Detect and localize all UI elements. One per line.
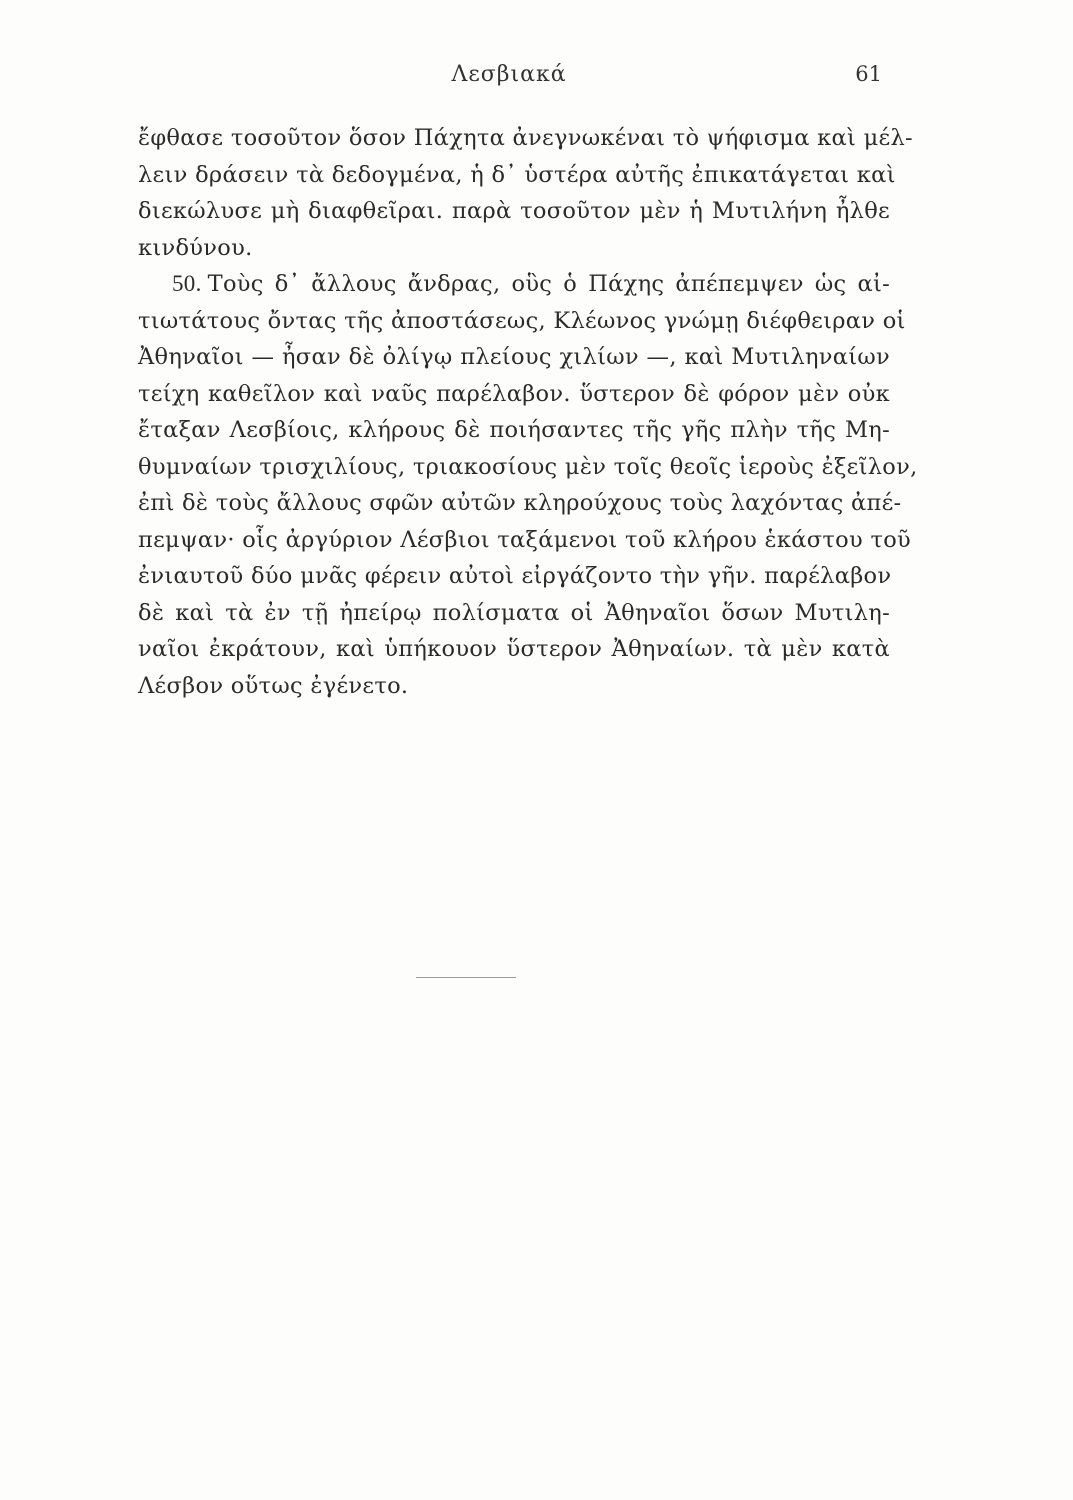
section-divider — [416, 977, 516, 978]
text-line: τιωτάτους ὄντας τῆς ἀποστάσεως, Κλέωνος γνώμῃ διέφθειραν οἱ — [138, 307, 906, 334]
page-number: 61 — [855, 62, 882, 86]
running-title: Λεσβιακά — [451, 62, 567, 87]
section-number: 50. — [172, 271, 202, 296]
text-line: ναῖοι ἐκράτουν, καὶ ὑπήκουον ὕστερον Ἀθηναίων. τὰ μὲν κατὰ — [138, 636, 890, 662]
text-line: Λέσβον οὕτως ἐγένετο. — [138, 672, 409, 699]
text-line: ἐπὶ δὲ τοὺς ἄλλους σφῶν αὐτῶν κληρούχους τοὺς λαχόντας ἀπέ- — [138, 490, 902, 516]
text-line-content: Τοὺς δ᾽ ἄλλους ἄνδρας, οὓς ὁ Πάχης ἀπέπεμψεν ὡς αἰ- — [207, 271, 890, 297]
text-line: ἔταξαν Λεσβίοις, κλήρους δὲ ποιήσαντες τῆς γῆς πλὴν τῆς Μη- — [138, 417, 890, 443]
text-line: δὲ καὶ τὰ ἐν τῇ ἠπείρῳ πολίσματα οἱ Ἀθηναῖοι ὅσων Μυτιλη- — [138, 599, 890, 626]
text-line: τείχη καθεῖλον καὶ ναῦς παρέλαβον. ὕστερον δὲ φόρον μὲν οὐκ — [138, 380, 890, 407]
text-line: ἐνιαυτοῦ δύο μνᾶς φέρειν αὐτοὶ εἰργάζοντο τὴν γῆν. παρέλαβον — [138, 563, 892, 589]
text-line: πεμψαν· οἷς ἀργύριον Λέσβιοι ταξάμενοι τοῦ κλήρου ἑκάστου τοῦ — [138, 526, 912, 553]
text-line: λειν δράσειν τὰ δεδογμένα, ἡ δ᾽ ὑστέρα αὐτῆς ἐπικατάγεται καὶ — [138, 161, 896, 188]
body-text — [138, 120, 918, 704]
text-line: Ἀθηναῖοι — ἦσαν δὲ ὀλίγῳ πλείους χιλίων —, καὶ Μυτιληναίων — [138, 344, 890, 370]
text-line-section-start — [138, 266, 890, 303]
text-line: διεκώλυσε μὴ διαφθεῖραι. παρὰ τοσοῦτον μὲν ἡ Μυτιλήνη ἦλθε — [138, 198, 890, 224]
text-line: θυμναίων τρισχιλίους, τριακοσίους μὲν τοῖς θεοῖς ἱεροὺς ἐξεῖλον, — [138, 453, 918, 480]
text-line: ἔφθασε τοσοῦτον ὅσον Πάχητα ἀνεγνωκέναι τὸ ψήφισμα καὶ μέλ- — [138, 125, 913, 151]
running-head — [136, 62, 882, 102]
text-line: κινδύνου. — [138, 234, 253, 261]
